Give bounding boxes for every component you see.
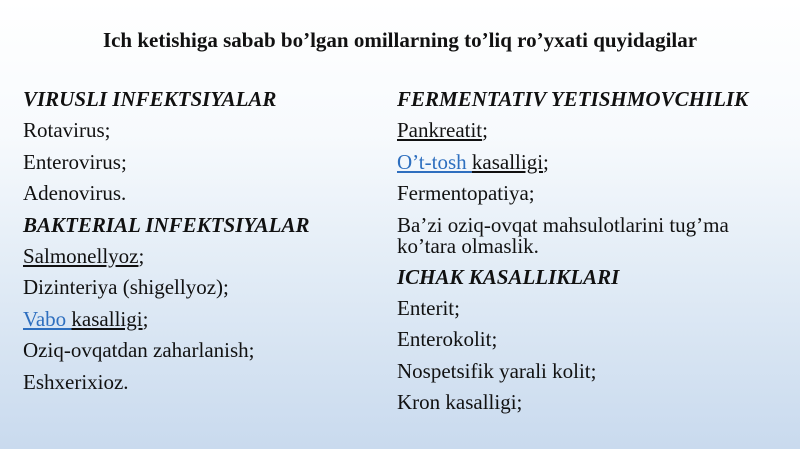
list-item-enterit: Enterit; (397, 295, 460, 320)
page-title: Ich ketishiga sabab bo’lgan omillarning to’liq ro’yxati quyidagilar (102, 28, 698, 52)
list-item-pankreatit (397, 115, 792, 147)
left-column (23, 84, 383, 398)
list-item-oziq-ovqat: Oziq-ovqatdan zaharlanish; (23, 338, 255, 362)
salmonellyoz-text: Salmonellyoz (23, 243, 139, 268)
list-item-eshxerixioz: Eshxerixioz. (23, 369, 129, 394)
list-item-bazi-oziq-ovqat: Ba’zi oziq-ovqat mahsulotlarini tug’ma ko’tara olmaslik. (397, 212, 729, 258)
list-item-enterokolit: Enterokolit; (397, 327, 498, 351)
pankreatit-text: Pankreatit (397, 118, 483, 142)
list-item-rotavirus: Rotavirus; (23, 118, 111, 142)
list-item-kron: Kron kasalligi; (397, 390, 523, 414)
fermentativ-heading: FERMENTATIV YETISHMOVCHILIK (397, 87, 749, 111)
ichak-kasalliklari-heading: ICHAK KASALLIKLARI (397, 264, 620, 289)
list-item-nospetsifik-kolit: Nospetsifik yarali kolit; (397, 358, 597, 383)
list-item-fermentopatiya: Fermentopatiya; (397, 181, 535, 205)
list-item-enterovirus: Enterovirus; (23, 149, 127, 174)
list-item-adenovirus: Adenovirus. (23, 181, 127, 205)
salmonellyoz-suffix: ; (138, 243, 145, 268)
vabo-suffix: ; (142, 306, 149, 331)
vabo-link[interactable]: Vabo (23, 306, 72, 331)
ot-tosh-link[interactable]: O’t-tosh (397, 149, 472, 174)
list-item-ot-tosh (397, 147, 792, 179)
vabo-rest: kasalligi (71, 306, 143, 331)
ot-tosh-rest: kasalligi (471, 149, 544, 174)
right-column (397, 84, 792, 419)
list-item-vabo (23, 304, 383, 336)
list-item-dizinteriya: Dizinteriya (shigellyoz); (23, 275, 229, 299)
bacterial-infections-heading: BAKTERIAL INFEKTSIYALAR (23, 212, 310, 237)
list-item-salmonellyoz (23, 241, 383, 273)
ot-tosh-suffix: ; (543, 149, 549, 174)
pankreatit-suffix: ; (482, 118, 488, 142)
viral-infections-heading: VIRUSLI INFEKTSIYALAR (23, 87, 277, 111)
